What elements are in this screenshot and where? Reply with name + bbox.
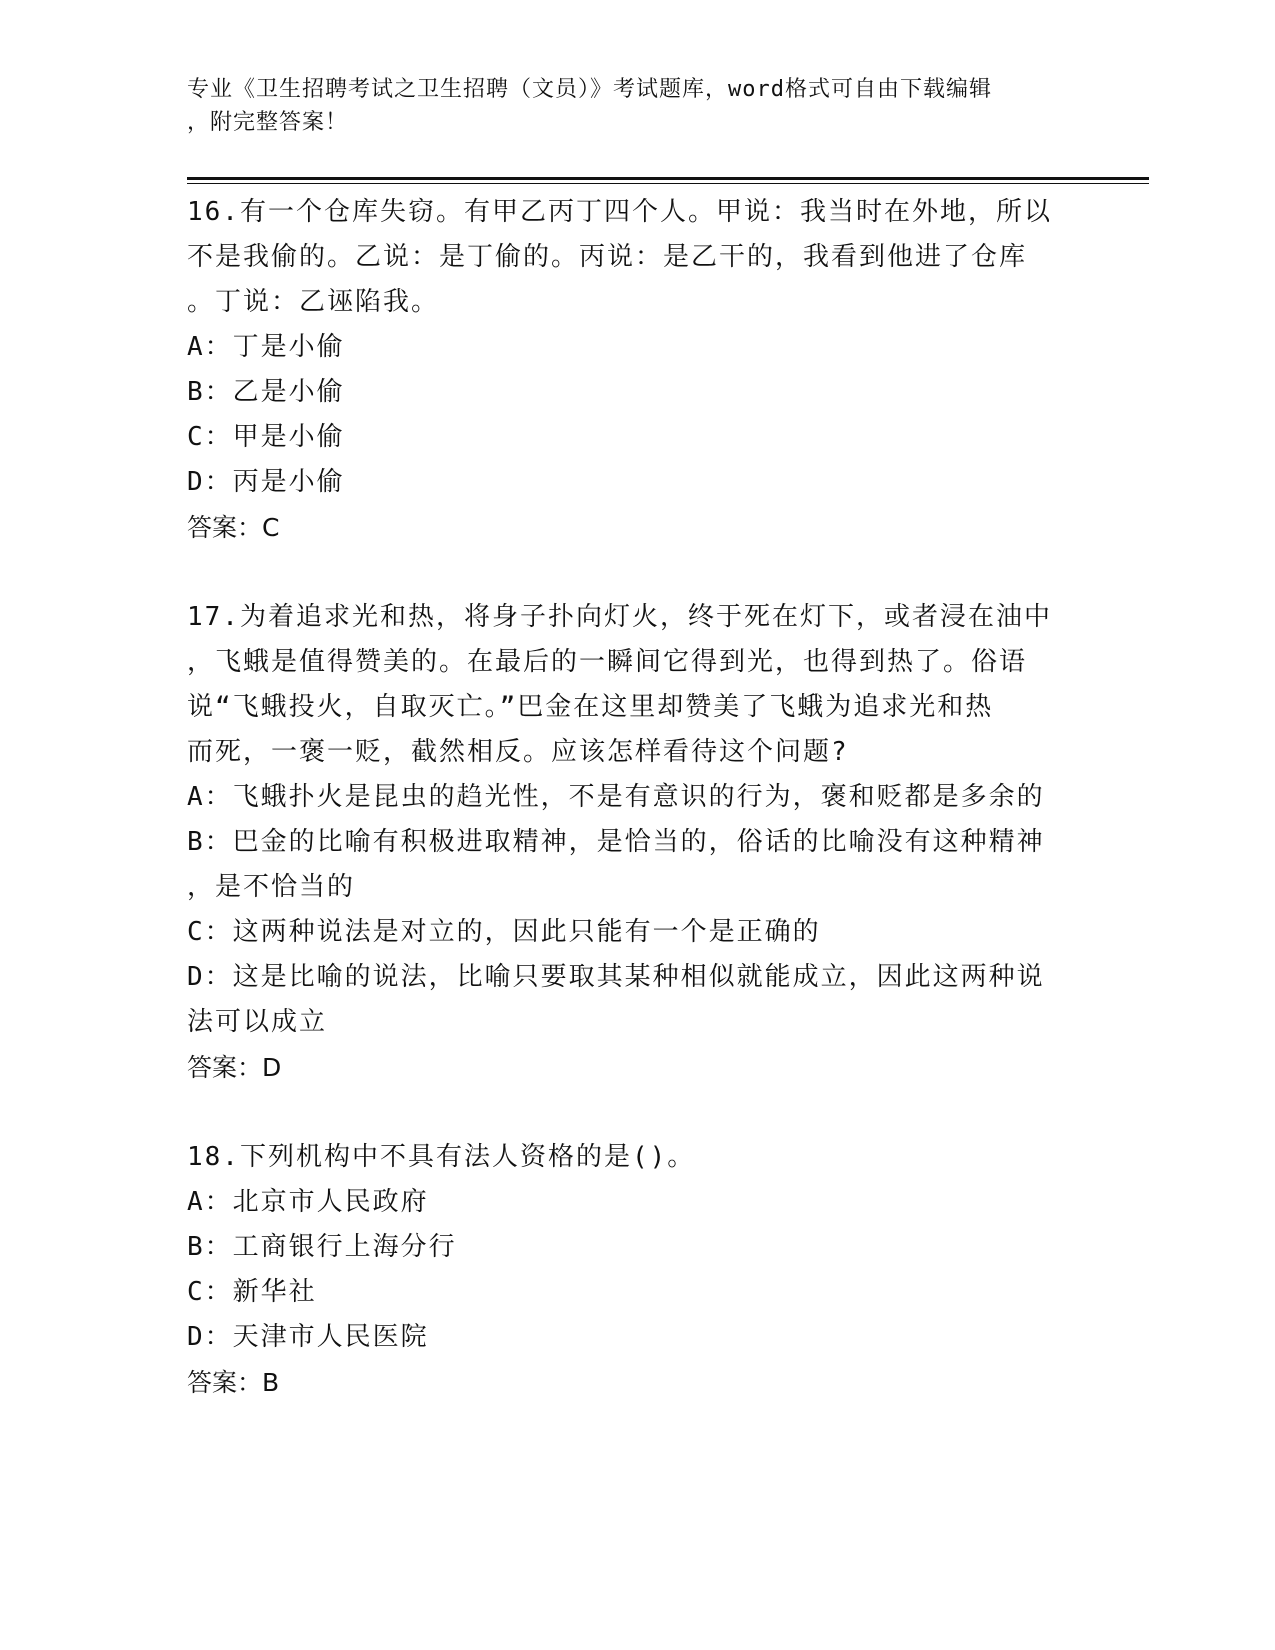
option-d: D：天津市人民医院 bbox=[187, 1322, 429, 1352]
answer-line: 答案：C bbox=[187, 513, 280, 542]
question-stem-line: 18.下列机构中不具有法人资格的是()。 bbox=[187, 1142, 696, 1172]
header-divider-thick bbox=[187, 177, 1149, 180]
option-b: B：巴金的比喻有积极进取精神，是恰当的，俗话的比喻没有这种精神 bbox=[187, 827, 1045, 857]
option-c: C：这两种说法是对立的，因此只能有一个是正确的 bbox=[187, 917, 821, 947]
header-divider-thin bbox=[187, 183, 1149, 184]
question-stem-line: 说“飞蛾投火，自取灭亡。”巴金在这里却赞美了飞蛾为追求光和热 bbox=[187, 692, 994, 722]
option-b: B：工商银行上海分行 bbox=[187, 1232, 457, 1262]
question-stem-line: 16.有一个仓库失窃。有甲乙丙丁四个人。甲说：我当时在外地，所以 bbox=[187, 197, 1052, 227]
option-d: D：丙是小偷 bbox=[187, 467, 345, 497]
header-line: ，附完整答案！ bbox=[187, 110, 349, 135]
option-b-continued: ，是不恰当的 bbox=[187, 872, 356, 902]
option-c: C：甲是小偷 bbox=[187, 422, 345, 452]
answer-line: 答案：B bbox=[187, 1368, 280, 1397]
document-header bbox=[187, 73, 1067, 139]
option-a: A：北京市人民政府 bbox=[187, 1187, 429, 1217]
question-16 bbox=[187, 190, 1087, 550]
question-stem-line: 17.为着追求光和热，将身子扑向灯火，终于死在灯下，或者浸在油中 bbox=[187, 602, 1052, 632]
question-stem-line: ，飞蛾是值得赞美的。在最后的一瞬间它得到光，也得到热了。俗语 bbox=[187, 647, 1028, 677]
question-18 bbox=[187, 1135, 1087, 1405]
option-a: A：飞蛾扑火是昆虫的趋光性，不是有意识的行为，褒和贬都是多余的 bbox=[187, 782, 1045, 812]
question-stem-line: 而死，一褒一贬，截然相反。应该怎样看待这个问题? bbox=[187, 737, 849, 767]
question-stem-line: 。丁说：乙诬陷我。 bbox=[187, 287, 440, 317]
option-d: D：这是比喻的说法，比喻只要取其某种相似就能成立，因此这两种说 bbox=[187, 962, 1045, 992]
question-17 bbox=[187, 595, 1087, 1090]
answer-line: 答案：D bbox=[187, 1053, 282, 1082]
option-a: A：丁是小偷 bbox=[187, 332, 345, 362]
option-d-continued: 法可以成立 bbox=[187, 1007, 328, 1037]
question-stem-line: 不是我偷的。乙说：是丁偷的。丙说：是乙干的，我看到他进了仓库 bbox=[187, 242, 1028, 272]
header-line: 专业《卫生招聘考试之卫生招聘（文员）》考试题库，word格式可自由下载编辑 bbox=[187, 77, 992, 102]
option-b: B：乙是小偷 bbox=[187, 377, 345, 407]
question-list bbox=[187, 190, 1087, 1450]
option-c: C：新华社 bbox=[187, 1277, 317, 1307]
